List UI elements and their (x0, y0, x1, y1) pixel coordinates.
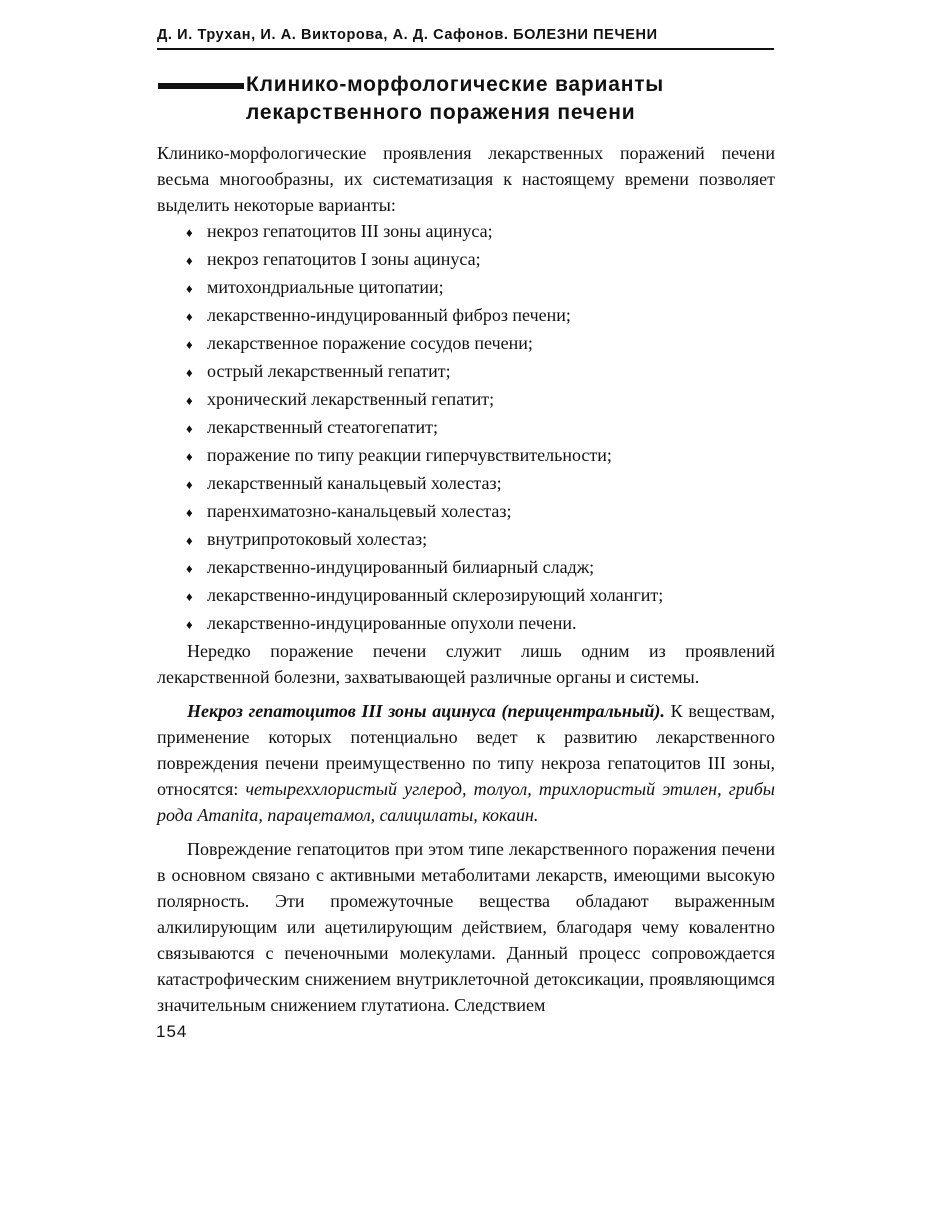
list-item-text: митохондриальные цитопатии; (207, 277, 444, 297)
header-rule (157, 48, 774, 50)
paragraph-necrosis-zone3 (157, 698, 775, 828)
list-item (186, 218, 775, 246)
list-item-text: лекарственное поражение сосудов печени; (207, 333, 533, 353)
diamond-bullet-icon: ♦ (186, 449, 193, 464)
list-item (186, 442, 775, 470)
paragraph-systemic: Нередко поражение печени служит лишь одним из проявлений лекарственной болезни, захватывающей различные органы и системы. (157, 641, 775, 687)
list-item (186, 358, 775, 386)
list-item (186, 246, 775, 274)
page-number: 154 (156, 1022, 188, 1041)
list-item (186, 554, 775, 582)
list-item-text: поражение по типу реакции гиперчувствительности; (207, 445, 612, 465)
list-item (186, 582, 775, 610)
list-item (186, 526, 775, 554)
list-item-text: лекарственно-индуцированный фиброз печени; (207, 305, 571, 325)
section-title-bar (158, 83, 244, 89)
list-item-text: лекарственно-индуцированные опухоли печени. (207, 613, 577, 633)
list-item (186, 470, 775, 498)
diamond-bullet-icon: ♦ (186, 337, 193, 352)
list-item-text: некроз гепатоцитов I зоны ацинуса; (207, 249, 481, 269)
section-title-line-1: Клинико-морфологические варианты (246, 73, 665, 96)
diamond-bullet-icon: ♦ (186, 589, 193, 604)
diamond-bullet-icon: ♦ (186, 365, 193, 380)
diamond-bullet-icon: ♦ (186, 421, 193, 436)
main-content (157, 140, 775, 1018)
list-item-text: острый лекарственный гепатит; (207, 361, 451, 381)
list-item-text: некроз гепатоцитов III зоны ацинуса; (207, 221, 493, 241)
section-title (246, 71, 776, 127)
paragraph-mechanism: Повреждение гепатоцитов при этом типе лекарственного поражения печени в основном связано с активными метаболитами лекарств, имеющими высокую полярность. Эти промежуточные вещества обладают выраженным алкилирующим или ацетилирующим действием, благодаря чему ковалентно связываются с печеночными молекулами. Данный процесс сопровождается катастрофическим снижением внутриклеточной детоксикации, проявляющимся значительным снижением глутатиона. Следствием (157, 839, 775, 1015)
list-item-text: хронический лекарственный гепатит; (207, 389, 495, 409)
diamond-bullet-icon: ♦ (186, 533, 193, 548)
diamond-bullet-icon: ♦ (186, 477, 193, 492)
list-item-text: лекарственный стеатогепатит; (207, 417, 439, 437)
diamond-bullet-icon: ♦ (186, 281, 193, 296)
diamond-bullet-icon: ♦ (186, 393, 193, 408)
diamond-bullet-icon: ♦ (186, 617, 193, 632)
list-item-text: внутрипротоковый холестаз; (207, 529, 428, 549)
list-item-text: паренхиматозно-канальцевый холестаз; (207, 501, 512, 521)
list-item (186, 498, 775, 526)
section-title-line-2: лекарственного поражения печени (246, 101, 636, 124)
diamond-bullet-icon: ♦ (186, 561, 193, 576)
diamond-bullet-icon: ♦ (186, 505, 193, 520)
list-item (186, 386, 775, 414)
list-item (186, 302, 775, 330)
list-item-text: лекарственно-индуцированный билиарный сладж; (207, 557, 595, 577)
diamond-bullet-icon: ♦ (186, 309, 193, 324)
list-item (186, 610, 775, 638)
paragraph-text: К веществам, применение которых потенциально ведет к развитию лекарственного повреждения печени преимущественно по типу некроза гепатоцитов III зоны, относятся: (157, 701, 775, 799)
intro-paragraph: Клинико-морфологические проявления лекарственных поражений печени весьма многообразны, их систематизация к настоящему времени позволяет выделить некоторые варианты: (157, 143, 775, 215)
variants-list (157, 218, 775, 638)
list-item (186, 414, 775, 442)
running-header: Д. И. Трухан, И. А. Викторова, А. Д. Сафонов. БОЛЕЗНИ ПЕЧЕНИ (157, 27, 658, 43)
list-item (186, 274, 775, 302)
list-item-text: лекарственный канальцевый холестаз; (207, 473, 502, 493)
paragraph-heading: Некроз гепатоцитов III зоны ацинуса (перицентральный). (187, 701, 665, 721)
list-item (186, 330, 775, 358)
diamond-bullet-icon: ♦ (186, 225, 193, 240)
diamond-bullet-icon: ♦ (186, 253, 193, 268)
agents-list-text: четыреххлористый углерод, толуол, трихлористый этилен, грибы рода Amanita, парацетамол, салицилаты, кокаин. (157, 779, 775, 825)
list-item-text: лекарственно-индуцированный склерозирующий холангит; (207, 585, 664, 605)
